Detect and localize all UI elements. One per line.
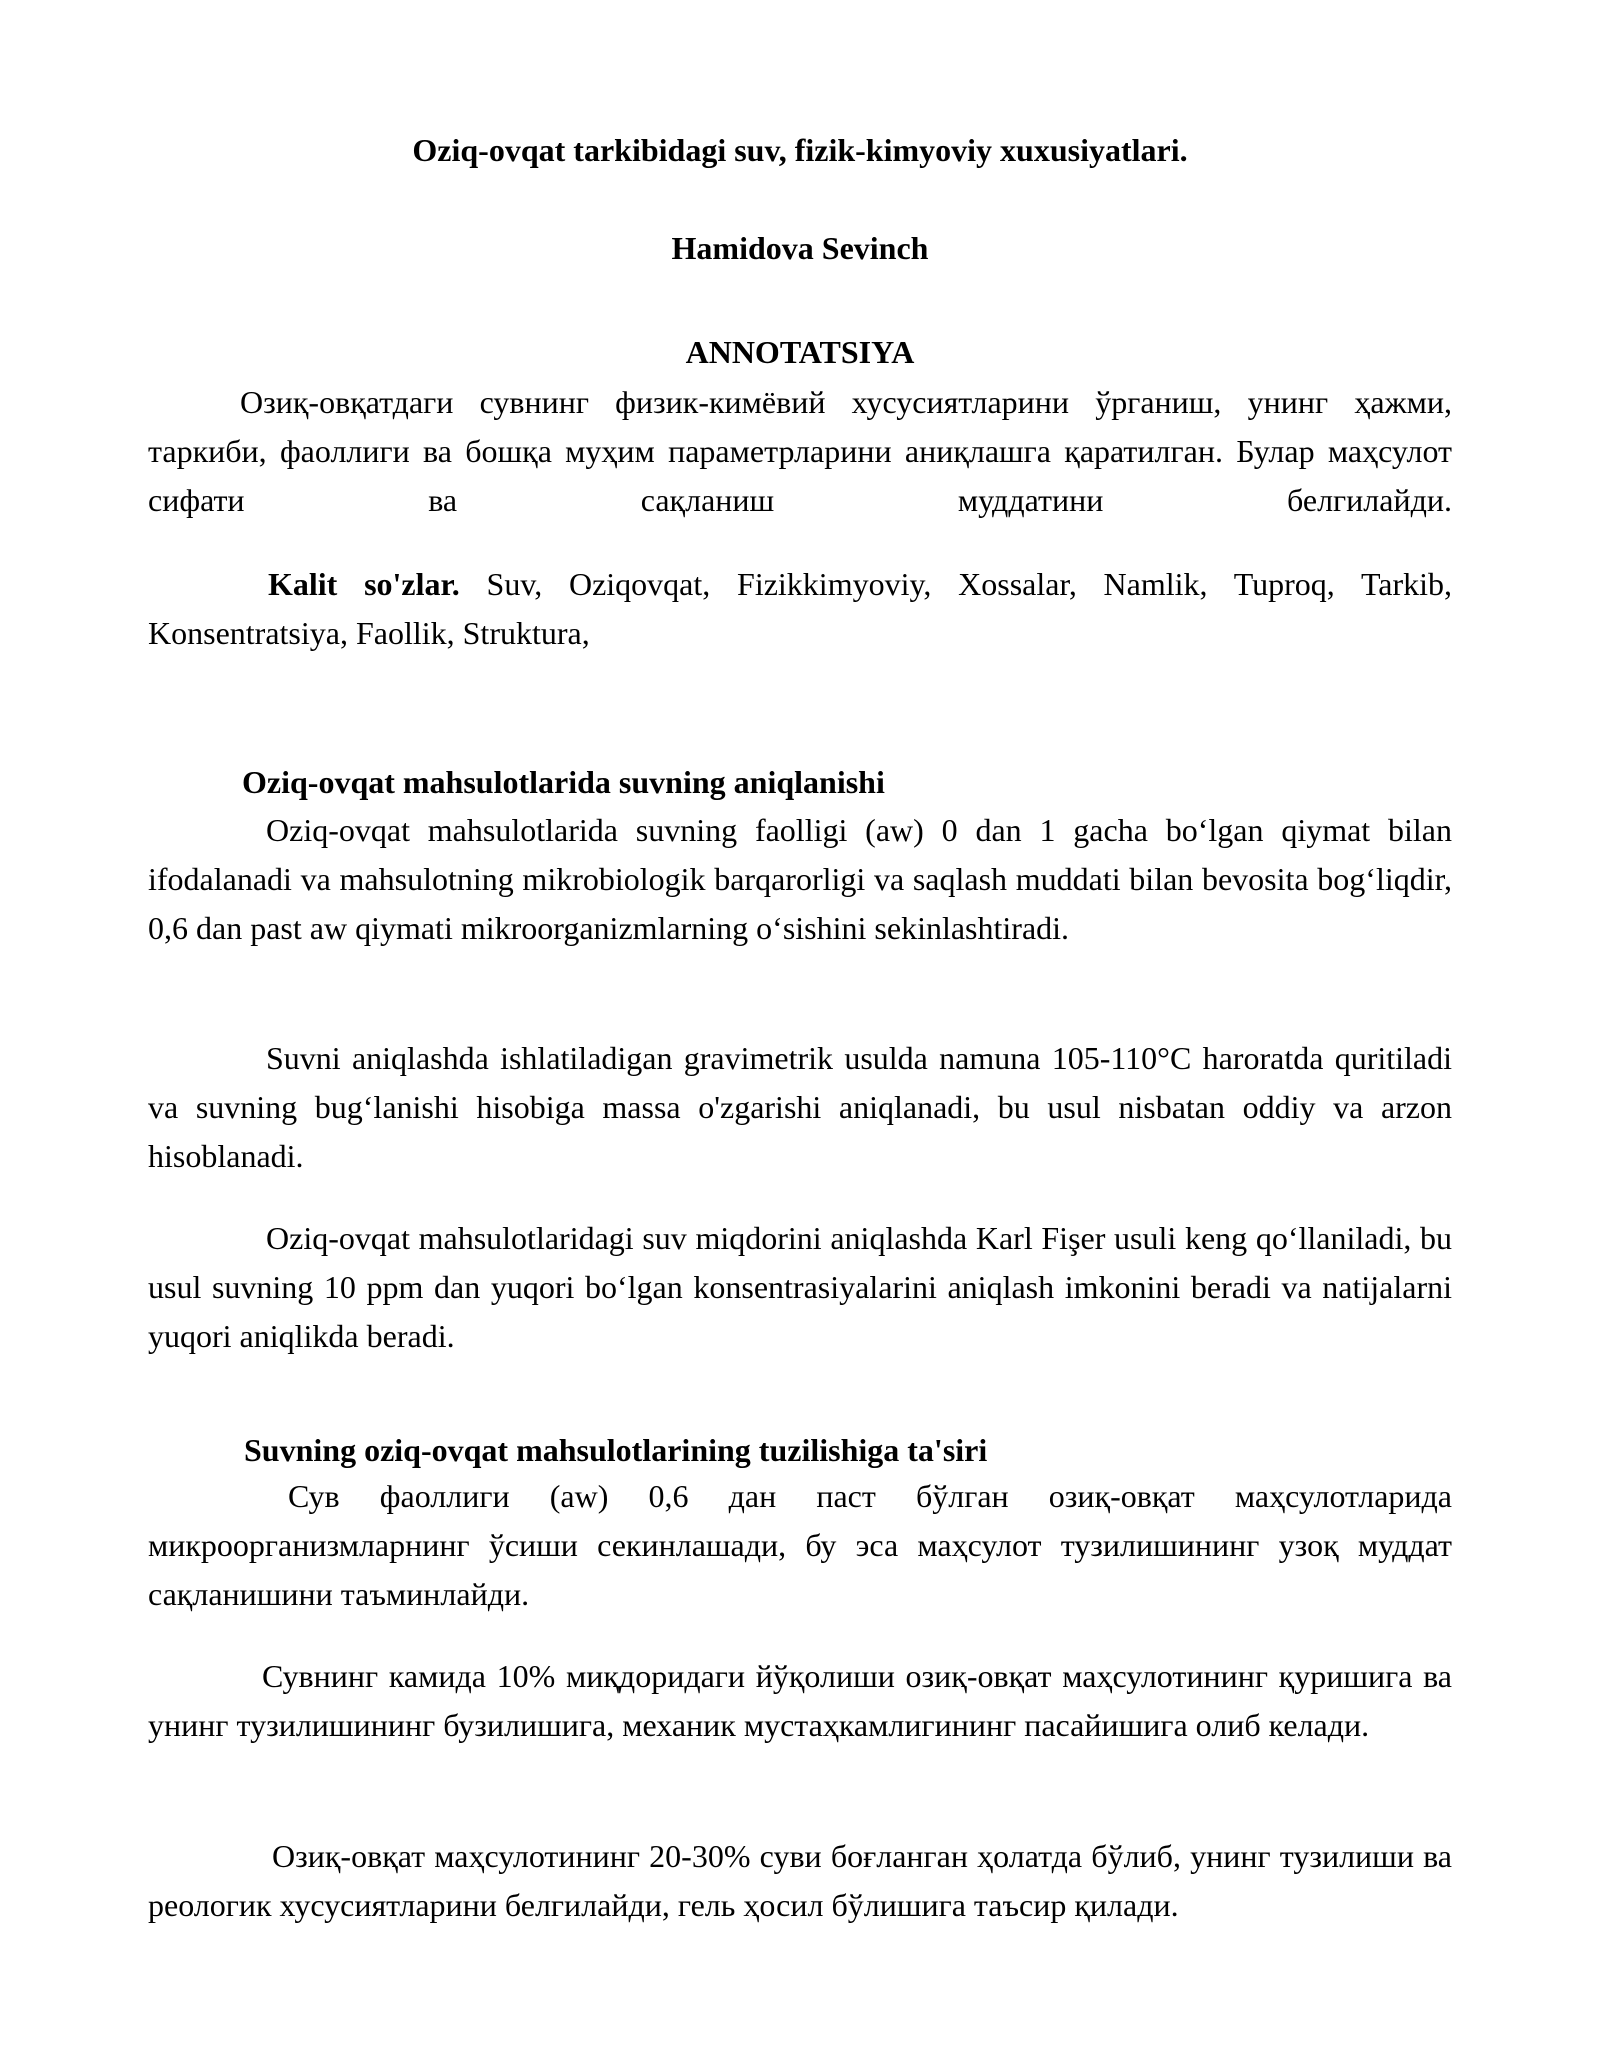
- section-heading-water-determination: Oziq-ovqat mahsulotlarida suvning aniqlanishi: [242, 764, 885, 800]
- section2-paragraph: Сувнинг камида 10% миқдоридаги йўқолиши озиқ-овқат маҳсулотининг қуришига ва унинг тузилишининг бузилишига, механик мустаҳкамлигининг пасайишига олиб келади.: [148, 1658, 1452, 1743]
- document-title: Oziq-ovqat tarkibidagi suv, fizik-kimyoviy xuxusiyatlari.: [412, 132, 1188, 168]
- keywords-text: Suv, Oziqovqat, Fizikkimyoviy, Xossalar, Namlik, Tuproq, Tarkib, Konsentratsiya, Faollik, Struktura,: [148, 566, 1453, 651]
- section2-paragraph: Сув фаоллиги (aw) 0,6 дан паст бўлган озиқ-овқат маҳсулотларида микроорганизмларнинг ўсиши секинлашади, бу эса маҳсулот тузилишининг узоқ муддат сақланишини таъминлайди.: [148, 1478, 1452, 1612]
- keywords-paragraph: [148, 560, 1452, 658]
- section2-paragraph: Озиқ-овқат маҳсулотининг 20-30% суви боғланган ҳолатда бўлиб, унинг тузилиши ва реологик хусусиятларини белгилайди, гель ҳосил бўлишига таъсир қилади.: [148, 1838, 1452, 1923]
- annotation-heading: ANNOTATSIYA: [685, 334, 915, 370]
- keywords-label: Kalit so'zlar.: [268, 566, 460, 602]
- section1-paragraph: Suvni aniqlashda ishlatiladigan gravimetrik usulda namuna 105-110°C haroratda quritiladi va suvning bug‘lanishi hisobiga massa o'zgarishi aniqlanadi, bu usul nisbatan oddiy va arzon hisoblanadi.: [148, 1040, 1452, 1174]
- section1-paragraph: Oziq-ovqat mahsulotlaridagi suv miqdorini aniqlashda Karl Fişer usuli keng qo‘llaniladi, bu usul suvning 10 ppm dan yuqori bo‘lgan konsentrasiyalarini aniqlash imkonini beradi va natijalarni yuqori aniqlikda beradi.: [148, 1220, 1452, 1354]
- author-name: Hamidova Sevinch: [671, 230, 929, 266]
- annotation-paragraph: Озиқ-овқатдаги сувнинг физик-кимёвий хусусиятларини ўрганиш, унинг ҳажми, таркиби, фаоллиги ва бошқа муҳим параметрларини аниқлашга қаратилган. Булар маҳсулот сифати ва сақланиш муддатини белгилайди.: [148, 384, 1452, 518]
- section-heading-water-structure: Suvning oziq-ovqat mahsulotlarining tuzilishiga ta'siri: [244, 1432, 988, 1468]
- section1-paragraph: Oziq-ovqat mahsulotlarida suvning faolligi (aw) 0 dan 1 gacha bo‘lgan qiymat bilan ifodalanadi va mahsulotning mikrobiologik barqarorligi va saqlash muddati bilan bevosita bog‘liqdir, 0,6 dan past aw qiymati mikroorganizmlarning o‘sishini sekinlashtiradi.: [148, 812, 1452, 946]
